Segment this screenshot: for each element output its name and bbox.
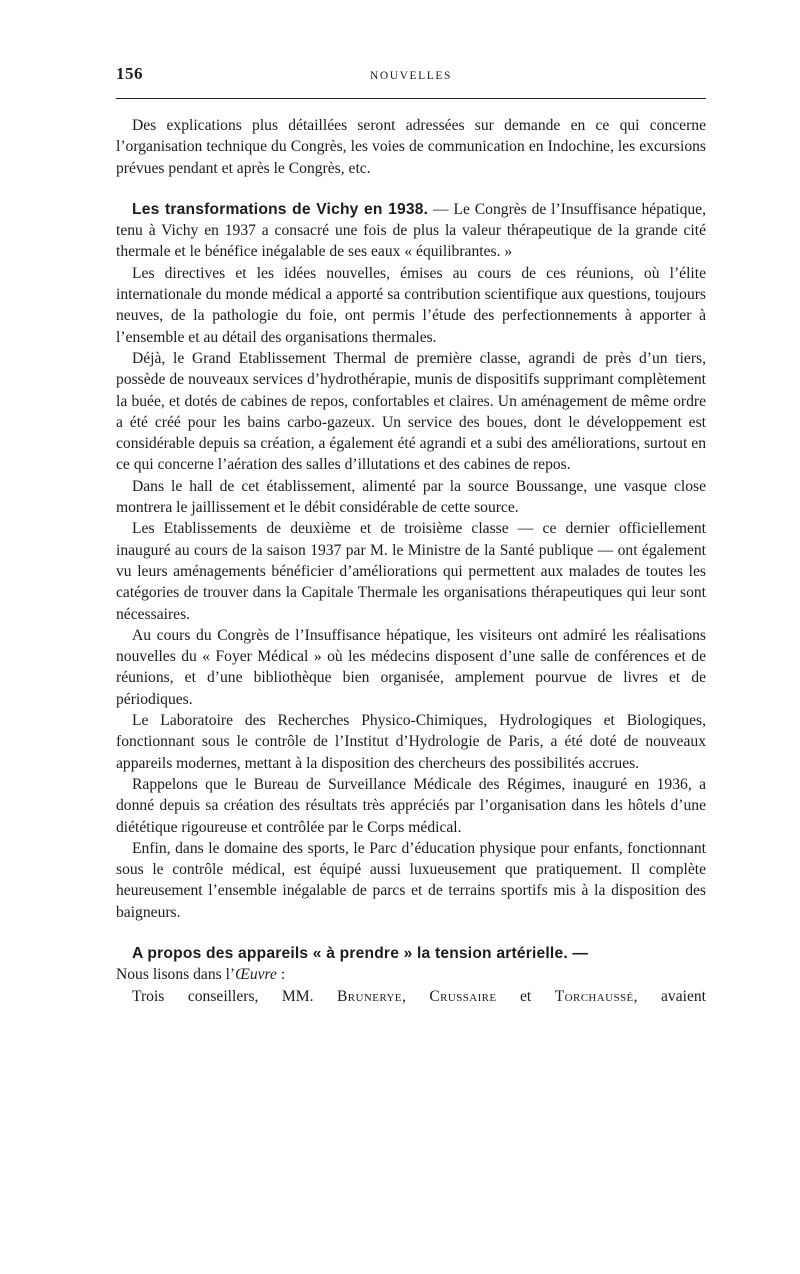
paragraph-grand-etablissement: Déjà, le Grand Etablissement Thermal de première classe, agrandi de près d’un tiers, possède de nouveaux services d’hydrothérapie, munis de dispositifs supprimant complètement la buée, et dotés de cabines de repos, confortables et claires. Un aménagement de même ordre a été créé pour les bains carbo-gazeux. Un service des boues, dont le développement est considérable depuis sa création, a également été agrandi et a subi des améliorations, surtout en ce qui concerne l’aération des salles d’illutations et des cabines de repos. [116, 349, 706, 474]
name-crussaire: Crussaire [429, 987, 497, 1005]
paragraph-vichy-lead [116, 199, 706, 263]
paragraph-intro: Des explications plus détaillées seront adressées sur demande en ce qui concerne l’organisation technique du Congrès, les voies de communication en Indochine, les excursions prévues pendant et après le Congrès, etc. [116, 117, 706, 177]
page-number: 156 [116, 64, 143, 83]
source-prefix: Nous lisons dans l’ [116, 966, 236, 984]
paragraph-bureau: Rappelons que le Bureau de Surveillance Médicale des Régimes, inauguré en 1936, a donné depuis sa création des résultats très appréciés par l’organisation dans les hôtels d’une diététique rigoureuse et contrôlée par le Corps médical. [116, 775, 706, 836]
name-separator: et [496, 987, 555, 1005]
paragraph-tension-source [116, 964, 706, 985]
article-body [116, 115, 706, 1007]
section-heading-tension: A propos des appareils « à prendre » la tension artérielle. — [132, 944, 589, 962]
name-separator: , [401, 987, 430, 1005]
running-title: NOUVELLES [369, 70, 453, 82]
source-suffix: : [276, 966, 286, 984]
paragraph-etablissements: Les Etablissements de deuxième et de troisième classe — ce dernier officiellement inauguré au cours de la saison 1937 par M. le Ministre de la Santé publique — ont également vu leurs aménagements bénéficier d’améliorations qui permettent aux malades de toutes les catégories de trouver dans la Capitale Thermale les organisations thérapeutiques qui leur sont nécessaires. [116, 520, 706, 623]
vichy-lead-text: — Le Congrès de l’Insuffisance hépatique, tenu à Vichy en 1937 a consacré une fois de plus la valeur thérapeutique de la grande cité thermale et le bénéfice inégalable de ses eaux « équilibrantes. » [116, 200, 706, 261]
paragraph-directives: Les directives et les idées nouvelles, émises au cours de ces réunions, où l’élite internationale du monde médical a apporté sa contribution scientifique aux questions, toujours neuves, de la pathologie du foie, ont permis l’étude des perfectionnements à apporter à l’ensemble et au détail des organisations thermales. [116, 264, 706, 346]
paragraph-laboratoire: Le Laboratoire des Recherches Physico-Chimiques, Hydrologiques et Biologiques, fonctionnant sous le contrôle de l’Institut d’Hydrologie de Paris, a été doté de nouveaux appareils modernes, mettant à la disposition des chercheurs des possibilités accrues. [116, 712, 706, 772]
section-spacer [116, 923, 706, 943]
header-rule [116, 98, 706, 99]
name-torchausse: Torchaussé [554, 987, 634, 1005]
paragraph-hall: Dans le hall de cet établissement, alimenté par la source Boussange, une vasque close montrera le jaillissement et le débit considérable de cette source. [116, 477, 706, 517]
source-title: Œuvre [235, 966, 277, 984]
paragraph-tension-heading [116, 943, 706, 964]
conseillers-prefix: Trois conseillers, MM. [132, 987, 337, 1005]
name-brunerye: Brunerye [336, 987, 402, 1005]
running-header [116, 62, 706, 90]
paragraph-conseillers [116, 986, 706, 1007]
section-heading-vichy: Les transformations de Vichy en 1938. [132, 200, 429, 218]
document-page [116, 62, 706, 1007]
paragraph-foyer-medical: Au cours du Congrès de l’Insuffisance hépatique, les visiteurs ont admiré les réalisations nouvelles du « Foyer Médical » où les médecins disposent d’une salle de conférences et de réunions, et d’une bibliothèque bien organisée, amplement pourvue de livres et de périodiques. [116, 626, 706, 708]
paragraph-sports: Enfin, dans le domaine des sports, le Parc d’éducation physique pour enfants, fonctionnant sous le contrôle médical, est équipé aussi luxueusement que pratiquement. Il complète heureusement l’ensemble inégalable de parcs et de terrains sportifs mis à la disposition des baigneurs. [116, 839, 706, 921]
conseillers-suffix: , avaient [633, 987, 707, 1005]
section-spacer [116, 179, 706, 199]
